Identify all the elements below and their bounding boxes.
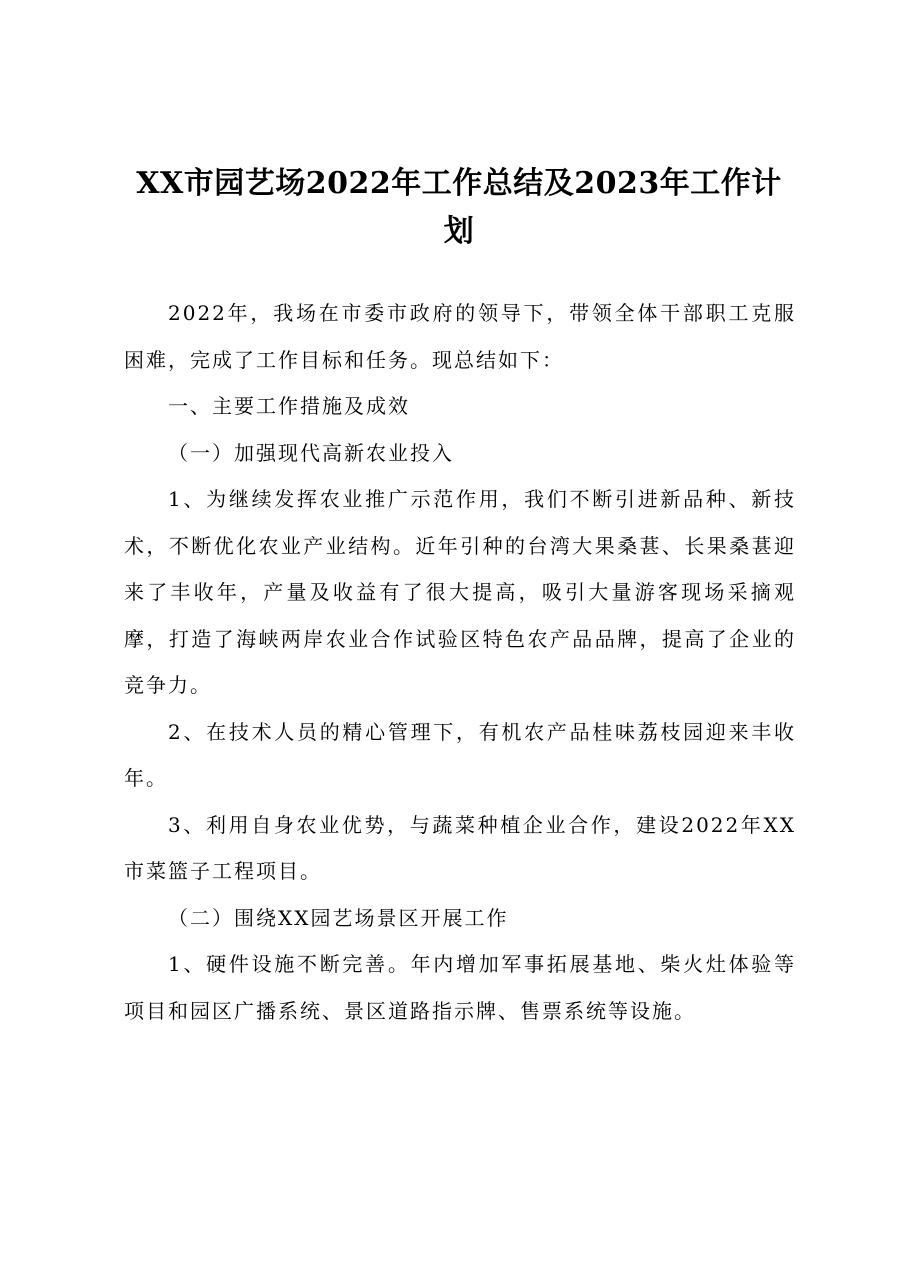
sub-heading-2: （二）围绕XX园艺场景区开展工作 <box>168 905 509 930</box>
document-body <box>124 290 796 1034</box>
document-title: XX市园艺场2022年工作总结及2023年工作计划 <box>136 166 782 249</box>
section-heading-1: 一、主要工作措施及成效 <box>168 394 410 418</box>
list-item: 1、为继续发挥农业推广示范作用，我们不断引进新品种、新技术，不断优化农业产业结构。近年引种的台湾大果桑葚、长果桑葚迎来了丰收年，产量及收益有了很大提高，吸引大量游客现场采摘观摩，打造了海峡两岸农业合作试验区特色农产品品牌，提高了企业的竞争力。 <box>124 487 796 697</box>
list-item: 1、硬件设施不断完善。年内增加军事拓展基地、柴火灶体验等项目和园区广播系统、景区道路指示牌、售票系统等设施。 <box>124 952 796 1023</box>
list-item: 3、利用自身农业优势，与蔬菜种植企业合作，建设2022年XX市菜篮子工程项目。 <box>124 812 796 883</box>
sub-heading-1: （一）加强现代高新农业投入 <box>168 440 454 465</box>
list-item: 2、在技术人员的精心管理下，有机农产品桂味荔枝园迎来丰收年。 <box>124 719 796 790</box>
intro-paragraph: 2022年，我场在市委市政府的领导下，带领全体干部职工克服困难，完成了工作目标和任务。现总结如下： <box>124 301 796 372</box>
